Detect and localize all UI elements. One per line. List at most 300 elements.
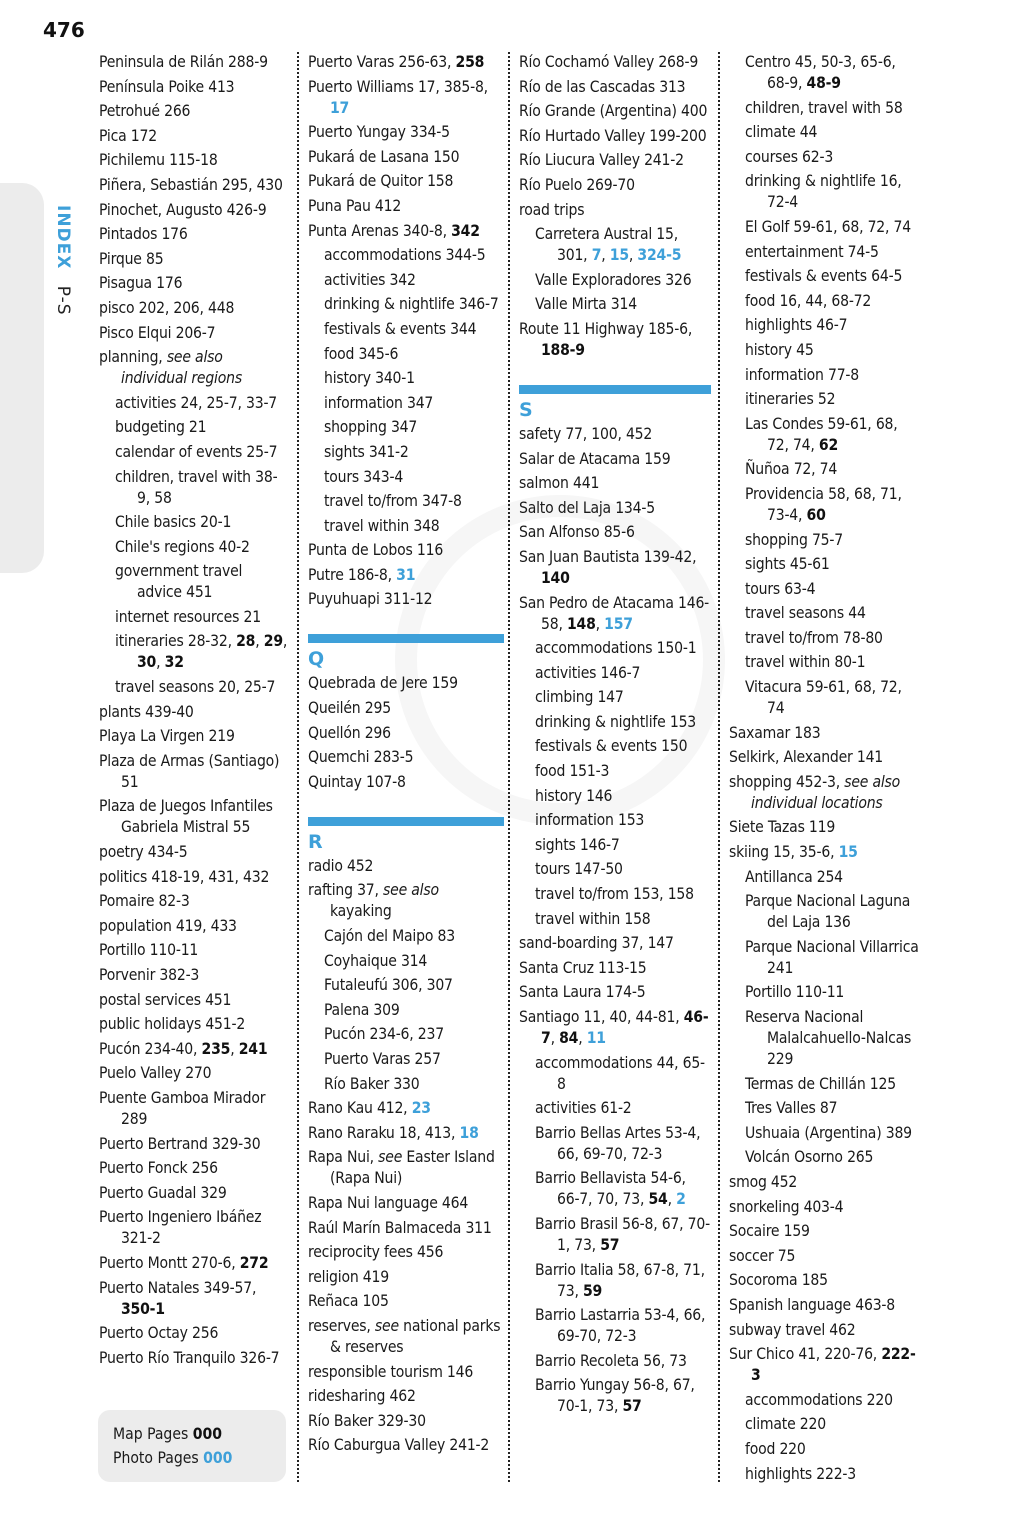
index-subentry <box>519 294 711 315</box>
index-subentry <box>729 459 919 480</box>
index-entry <box>99 1323 289 1344</box>
index-entry <box>729 1246 919 1267</box>
index-entry <box>308 1316 504 1358</box>
entry-text: Portillo 110-11 <box>745 983 845 1002</box>
entry-text: climate 220 <box>745 1415 826 1434</box>
entry-text: internet resources 21 <box>115 607 261 626</box>
index-subentry <box>729 1074 919 1095</box>
index-subentry <box>519 1351 711 1372</box>
entry-text: accommodations 44, 65-8 <box>535 1053 705 1093</box>
entry-text: Palena 309 <box>324 1000 400 1019</box>
index-entry <box>308 1267 504 1288</box>
entry-text: Route 11 Highway 185-6, <box>519 319 693 338</box>
map-page-ref: 342 <box>451 221 480 240</box>
entry-text: information 347 <box>324 393 434 412</box>
entry-text: Queilén 295 <box>308 699 391 718</box>
entry-text: Plaza de Armas (Santiago) 51 <box>99 751 280 791</box>
entry-text: Río Grande (Argentina) 400 <box>519 102 708 121</box>
index-entry <box>308 1218 504 1239</box>
index-entry <box>729 747 919 768</box>
index-entry <box>99 940 289 961</box>
photo-page-ref: 18 <box>459 1123 479 1142</box>
photo-page-ref: 15 <box>838 843 858 862</box>
map-page-ref: 350-1 <box>121 1299 165 1318</box>
entry-text: reserves, <box>308 1316 375 1335</box>
entry-text: Río Hurtado Valley 199-200 <box>519 126 707 145</box>
index-entry <box>99 916 289 937</box>
index-entry <box>308 698 504 719</box>
entry-text: Cajón del Maipo 83 <box>324 927 455 946</box>
entry-text: tours 63-4 <box>745 579 816 598</box>
entry-text: Portillo 110-11 <box>99 941 199 960</box>
index-entry <box>99 1183 289 1204</box>
index-entry <box>519 175 711 196</box>
entry-text: children, travel with 38-9, 58 <box>115 467 278 507</box>
entry-text: , <box>667 1190 677 1209</box>
entry-text: reciprocity fees 456 <box>308 1243 444 1262</box>
index-subentry <box>308 1024 504 1045</box>
index-subentry <box>729 1414 919 1435</box>
entry-text: poetry 434-5 <box>99 843 188 862</box>
entry-text: San Alfonso 85-6 <box>519 523 635 542</box>
entry-text: courses 62-3 <box>745 147 834 166</box>
index-entry <box>99 867 289 888</box>
index-subentry <box>519 638 711 659</box>
index-entry <box>308 1123 504 1144</box>
index-subentry <box>729 315 919 336</box>
entry-text: Barrio Italia 58, 67-8, 71, 73, <box>535 1260 705 1300</box>
index-subentry <box>519 1123 711 1165</box>
index-subentry <box>99 607 289 628</box>
entry-text: food 16, 44, 68-72 <box>745 291 872 310</box>
index-subentry <box>519 810 711 831</box>
entry-text: Barrio Bellas Artes 53-4, 66, 69-70, 72-3 <box>535 1123 701 1163</box>
entry-text: Quebrada de Jere 159 <box>308 674 458 693</box>
index-entry <box>308 1193 504 1214</box>
entry-text: Volcán Osorno 265 <box>745 1148 874 1167</box>
entry-text: subway travel 462 <box>729 1320 856 1339</box>
index-entry <box>99 1134 289 1155</box>
entry-text: Selkirk, Alexander 141 <box>729 748 884 767</box>
entry-text: Piñera, Sebastián 295, 430 <box>99 175 283 194</box>
index-subentry <box>308 393 504 414</box>
index-entry <box>99 702 289 723</box>
index-subentry <box>729 52 919 94</box>
entry-text: sand-boarding 37, 147 <box>519 934 674 953</box>
entry-text: Rapa Nui, <box>308 1148 379 1167</box>
index-entry <box>99 842 289 863</box>
index-subentry <box>99 393 289 414</box>
entry-text: Socaire 159 <box>729 1222 810 1241</box>
map-page-ref: 32 <box>164 653 184 672</box>
entry-text: Quemchi 283-5 <box>308 748 414 767</box>
index-entry <box>99 891 289 912</box>
entry-text: responsible tourism 146 <box>308 1362 474 1381</box>
legend-photo-label: Photo Pages <box>113 1449 199 1467</box>
index-subentry <box>519 663 711 684</box>
entry-text: Valle Mirta 314 <box>535 295 637 314</box>
index-entry <box>99 1088 289 1130</box>
entry-text: travel within 348 <box>324 516 440 535</box>
entry-text: Río Baker 329-30 <box>308 1411 426 1430</box>
index-entry <box>308 196 504 217</box>
entry-text: Futaleufú 306, 307 <box>324 976 453 995</box>
entry-text: drinking & nightlife 346-7 <box>324 295 499 314</box>
map-page-ref: 62 <box>818 435 839 454</box>
index-subentry <box>308 245 504 266</box>
entry-text: San Pedro de Atacama 146-58, <box>519 593 710 633</box>
index-subentry <box>729 1390 919 1411</box>
map-page-ref: 28 <box>236 632 256 651</box>
entry-text: Río de las Cascadas 313 <box>519 77 686 96</box>
entry-text: Puerto Bertrand 329-30 <box>99 1134 261 1153</box>
entry-text: Reserva Nacional Malalcahuello-Nalcas 229 <box>745 1008 912 1068</box>
entry-text: Parque Nacional Villarrica 241 <box>745 937 919 977</box>
entry-text: Parque Nacional Laguna del Laja 136 <box>745 892 911 932</box>
index-subentry <box>519 859 711 880</box>
entry-text: Punta Arenas 340-8, <box>308 221 452 240</box>
map-page-ref: 54 <box>648 1190 668 1209</box>
entry-text: Río Cochamó Valley 268-9 <box>519 53 699 71</box>
index-entry <box>519 1007 711 1049</box>
entry-text: Rano Kau 412, <box>308 1099 412 1118</box>
entry-text: Barrio Yungay 56-8, 67, 70-1, 73, <box>535 1376 695 1416</box>
index-subentry <box>729 484 919 526</box>
index-entry <box>729 1172 919 1193</box>
entry-text: Puerto Varas 256-63, <box>308 53 456 71</box>
entry-text: activities 24, 25-7, 33-7 <box>115 393 278 412</box>
index-entry <box>308 1435 504 1456</box>
index-subentry <box>308 926 504 947</box>
index-entry <box>519 101 711 122</box>
index-entry <box>519 982 711 1003</box>
entry-text: Las Condes 59-61, 68, 72, 74, <box>745 414 898 454</box>
entry-text: festivals & events 344 <box>324 319 477 338</box>
index-subentry <box>519 712 711 733</box>
map-page-ref: 48-9 <box>806 74 841 92</box>
index-entry <box>308 1386 504 1407</box>
entry-text: salmon 441 <box>519 474 600 493</box>
index-subentry <box>519 687 711 708</box>
map-page-ref: 235 <box>201 1039 231 1058</box>
index-entry <box>99 101 289 122</box>
entry-text: Pukará de Lasana 150 <box>308 147 460 166</box>
section-letter: Q <box>308 648 324 671</box>
index-subentry <box>99 631 289 673</box>
entry-text: Pica 172 <box>99 126 157 145</box>
index-subentry <box>308 1074 504 1095</box>
entry-text: accommodations 220 <box>745 1390 893 1409</box>
index-subentry <box>729 603 919 624</box>
entry-text: Sur Chico 41, 220-76, <box>729 1345 882 1364</box>
index-entry <box>99 150 289 171</box>
entry-text: Saxamar 183 <box>729 723 821 742</box>
entry-text: Río Caburgua Valley 241-2 <box>308 1436 490 1455</box>
entry-text: accommodations 150-1 <box>535 639 697 658</box>
entry-text: travel seasons 44 <box>745 604 866 623</box>
index-subentry <box>729 867 919 888</box>
entry-text: , <box>578 1029 587 1047</box>
entry-text: Spanish language 463-8 <box>729 1295 896 1314</box>
entry-text: see <box>378 1148 403 1167</box>
index-subentry <box>308 270 504 291</box>
entry-text: Quintay 107-8 <box>308 772 406 791</box>
photo-page-ref: 23 <box>411 1099 431 1118</box>
index-subentry <box>729 291 919 312</box>
entry-text: public holidays 451-2 <box>99 1015 246 1034</box>
entry-text: postal services 451 <box>99 990 232 1009</box>
legend-photo-row <box>113 1446 286 1470</box>
entry-text: Puerto Natales 349-57, <box>99 1278 257 1297</box>
index-entry <box>99 273 289 294</box>
map-page-ref: 57 <box>600 1235 620 1254</box>
entry-text: Río Liucura Valley 241-2 <box>519 151 684 170</box>
index-entry <box>308 77 504 119</box>
index-subentry <box>99 537 289 558</box>
index-entry <box>308 1242 504 1263</box>
index-subentry <box>729 1123 919 1144</box>
index-subentry <box>729 1464 919 1485</box>
section-bar <box>519 385 711 394</box>
map-page-ref: 46-7 <box>541 1008 709 1047</box>
entry-text: Antillanca 254 <box>745 867 843 886</box>
entry-text: Puna Pau 412 <box>308 196 402 215</box>
entry-text: drinking & nightlife 153 <box>535 712 697 731</box>
entry-text: Easter Island (Rapa Nui) <box>330 1148 495 1188</box>
entry-text: Santa Laura 174-5 <box>519 983 646 1002</box>
entry-text: rafting 37, <box>308 881 384 900</box>
index-entry <box>729 1270 919 1291</box>
entry-text: , <box>550 1029 560 1047</box>
map-page-ref: 272 <box>239 1253 269 1272</box>
entry-text: highlights 46-7 <box>745 316 848 335</box>
index-entry <box>99 796 289 838</box>
entry-text: Salto del Laja 134-5 <box>519 498 655 517</box>
entry-text: sights 45-61 <box>745 555 830 574</box>
index-subentry <box>519 1375 711 1417</box>
index-entry <box>519 126 711 147</box>
index-subentry <box>729 389 919 410</box>
section-bar <box>308 634 504 643</box>
index-subentry <box>99 677 289 698</box>
entry-text: Puelo Valley 270 <box>99 1064 212 1083</box>
index-entry <box>519 319 711 361</box>
index-entry <box>99 990 289 1011</box>
index-column-2 <box>308 52 504 1460</box>
entry-text: Santiago 11, 40, 44-81, <box>519 1008 684 1026</box>
index-subentry <box>729 147 919 168</box>
entry-text: El Golf 59-61, 68, 72, 74 <box>745 217 911 236</box>
index-subentry <box>308 491 504 512</box>
entry-text: shopping 347 <box>324 418 418 437</box>
entry-text: Barrio Bellavista 54-6, 66-7, 70, 73, <box>535 1169 686 1209</box>
photo-page-ref: 2 <box>676 1190 686 1209</box>
index-entry <box>729 723 919 744</box>
entry-text: government travel advice 451 <box>115 562 243 602</box>
entry-text: history 340-1 <box>324 369 415 388</box>
entry-text: Puerto Varas 257 <box>324 1050 441 1068</box>
entry-text: see <box>374 1316 399 1335</box>
entry-text: sights 341-2 <box>324 442 409 461</box>
section-letter: S <box>519 398 533 421</box>
entry-text: Río Baker 330 <box>324 1074 420 1093</box>
entry-text: shopping 75-7 <box>745 530 843 549</box>
index-entry <box>99 77 289 98</box>
entry-text: Reñaca 105 <box>308 1292 389 1311</box>
index-entry <box>519 449 711 470</box>
entry-text: travel seasons 20, 25-7 <box>115 678 276 697</box>
index-entry <box>729 1344 919 1386</box>
index-subentry <box>308 442 504 463</box>
photo-page-ref: 31 <box>396 565 416 584</box>
index-entry <box>308 723 504 744</box>
index-entry <box>308 880 504 922</box>
column-divider <box>297 52 299 1482</box>
map-page-ref: 59 <box>582 1281 603 1300</box>
entry-text: activities 342 <box>324 270 416 289</box>
index-entry <box>308 772 504 793</box>
index-subentry <box>519 761 711 782</box>
entry-text: climate 44 <box>745 123 818 142</box>
index-entry <box>99 1014 289 1035</box>
entry-text: snorkeling 403-4 <box>729 1197 844 1216</box>
entry-text: Puerto Yungay 334-5 <box>308 123 450 142</box>
index-subentry <box>729 1147 919 1168</box>
index-subentry <box>729 579 919 600</box>
column-divider <box>508 52 510 1482</box>
map-page-ref: 30 <box>137 653 157 672</box>
index-subentry <box>308 417 504 438</box>
index-entry <box>99 298 289 319</box>
map-page-ref: 57 <box>622 1397 642 1416</box>
index-subentry <box>729 937 919 979</box>
index-subentry <box>729 365 919 386</box>
side-tab-range: P-S <box>53 285 73 316</box>
map-page-ref: 140 <box>541 568 570 587</box>
index-entry <box>519 473 711 494</box>
entry-text: highlights 222-3 <box>745 1464 857 1483</box>
index-entry <box>729 1197 919 1218</box>
index-entry <box>99 347 289 389</box>
entry-text: Rano Raraku 18, 413, <box>308 1123 460 1142</box>
section-bar <box>308 817 504 826</box>
index-subentry <box>729 628 919 649</box>
entry-text: Ñuñoa 72, 74 <box>745 460 838 479</box>
entry-text: Península Poike 413 <box>99 77 235 96</box>
entry-text: food 151-3 <box>535 762 610 781</box>
entry-text: , <box>255 632 264 651</box>
photo-page-ref: 11 <box>586 1029 606 1047</box>
entry-text: Peninsula de Rilán 288-9 <box>99 53 268 71</box>
map-page-ref: 258 <box>455 53 485 71</box>
index-entry <box>729 1295 919 1316</box>
entry-text: see also individual regions <box>121 348 242 388</box>
entry-text: drinking & nightlife 16, 72-4 <box>745 172 902 212</box>
entry-text: entertainment 74-5 <box>745 242 879 261</box>
entry-text: Pintados 176 <box>99 225 188 244</box>
index-subentry <box>308 294 504 315</box>
entry-text: accommodations 344-5 <box>324 246 486 265</box>
entry-text: soccer 75 <box>729 1246 796 1265</box>
entry-text: Puerto Octay 256 <box>99 1324 219 1343</box>
index-entry <box>308 1147 504 1189</box>
entry-text: planning, <box>99 348 167 367</box>
index-entry <box>308 673 504 694</box>
index-subentry <box>729 98 919 119</box>
index-entry <box>519 200 711 221</box>
entry-text: Ushuaia (Argentina) 389 <box>745 1123 912 1142</box>
index-subentry <box>729 1007 919 1070</box>
column-divider <box>718 52 720 1482</box>
entry-text: Centro 45, 50-3, 65-6, 68-9, <box>745 53 896 92</box>
entry-text: Chile's regions 40-2 <box>115 537 250 556</box>
index-entry <box>308 565 504 586</box>
entry-text: sights 146-7 <box>535 835 620 854</box>
entry-text: kayaking <box>330 902 392 921</box>
index-entry <box>519 522 711 543</box>
index-entry <box>308 1411 504 1432</box>
side-tab-index-word: INDEX <box>53 205 73 270</box>
entry-text: Santa Cruz 113-15 <box>519 958 647 977</box>
entry-text: smog 452 <box>729 1172 798 1191</box>
index-subentry <box>729 171 919 213</box>
entry-text: , <box>282 632 288 651</box>
index-entry <box>308 747 504 768</box>
entry-text: Coyhaique 314 <box>324 951 428 970</box>
index-entry <box>99 1063 289 1084</box>
entry-text: population 419, 433 <box>99 916 237 935</box>
index-subentry <box>308 467 504 488</box>
index-entry <box>99 323 289 344</box>
index-entry <box>99 1253 289 1274</box>
legend-map-label: Map Pages <box>113 1425 189 1443</box>
index-entry <box>99 126 289 147</box>
index-subentry <box>729 217 919 238</box>
entry-text: history 146 <box>535 786 613 805</box>
index-subentry <box>519 270 711 291</box>
entry-text: see also <box>383 881 439 900</box>
index-subentry <box>519 1260 711 1302</box>
index-subentry <box>519 1305 711 1347</box>
index-entry <box>99 1039 289 1060</box>
entry-text: information 153 <box>535 811 645 830</box>
index-entry <box>519 958 711 979</box>
index-entry <box>99 1278 289 1320</box>
entry-text: Puerto Fonck 256 <box>99 1159 218 1178</box>
section-letter: R <box>308 830 323 853</box>
index-subentry <box>308 951 504 972</box>
index-subentry <box>99 467 289 509</box>
map-page-ref: 148 <box>566 614 596 633</box>
index-entry <box>519 547 711 589</box>
entry-text: Puerto Montt 270-6, <box>99 1253 240 1272</box>
entry-text: Puerto Guadal 329 <box>99 1183 227 1202</box>
entry-text: Puerto Ingeniero Ibáñez 321-2 <box>99 1208 262 1248</box>
entry-text: Río Puelo 269-70 <box>519 175 635 194</box>
photo-page-ref: 324-5 <box>637 246 682 265</box>
entry-text: shopping 452-3, <box>729 772 845 791</box>
index-subentry <box>519 835 711 856</box>
entry-text: tours 147-50 <box>535 860 623 879</box>
entry-text: Termas de Chillán 125 <box>745 1074 896 1093</box>
index-entry <box>729 1221 919 1242</box>
index-subentry <box>729 982 919 1003</box>
entry-text: information 77-8 <box>745 365 860 384</box>
entry-text: activities 146-7 <box>535 663 641 682</box>
entry-text: skiing 15, 35-6, <box>729 843 839 862</box>
index-entry <box>519 593 711 635</box>
entry-text: , <box>595 614 605 633</box>
